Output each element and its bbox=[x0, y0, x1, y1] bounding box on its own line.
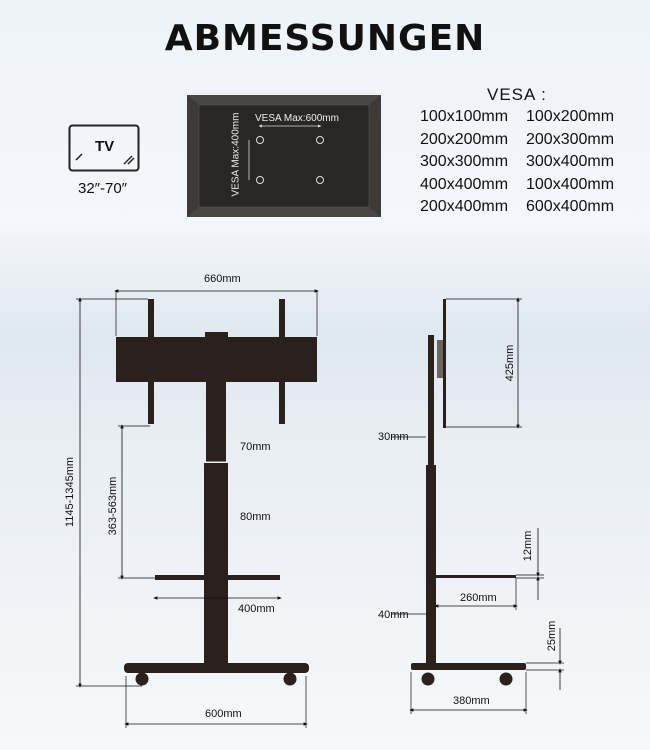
dim-shelf-width: 400mm bbox=[238, 603, 275, 615]
vesa-size: 100x400mm bbox=[526, 175, 615, 193]
mount-plate bbox=[116, 337, 317, 382]
wheel bbox=[136, 673, 149, 686]
dim-width-top: 660mm bbox=[204, 273, 241, 285]
dim-bracket-height: 425mm bbox=[504, 344, 516, 382]
base bbox=[411, 663, 526, 670]
vesa-size: 100x100mm bbox=[420, 108, 509, 125]
dim-height-adjust: 363-563mm bbox=[107, 476, 119, 536]
tv-size-range: 32″-70″ bbox=[78, 180, 127, 197]
dim-column-upper-side: 30mm bbox=[378, 431, 409, 443]
dim-base-thickness: 25mm bbox=[546, 620, 558, 652]
vesa-size: 400x400mm bbox=[420, 175, 509, 193]
wheel bbox=[422, 673, 435, 686]
side-view bbox=[392, 299, 564, 714]
wheel bbox=[284, 673, 297, 686]
vesa-size: 200x200mm bbox=[420, 130, 509, 148]
vesa-max-horizontal-label: VESA Max:600mm bbox=[255, 113, 339, 124]
dim-height-total: 1145-1345mm bbox=[64, 456, 76, 528]
dim-column-lower-side: 40mm bbox=[378, 609, 409, 621]
dim-column-lower: 80mm bbox=[240, 511, 271, 523]
column-upper bbox=[428, 335, 434, 465]
vesa-title: VESA : bbox=[487, 85, 547, 104]
page-title: ABMESSUNGEN bbox=[164, 18, 486, 59]
column-lower bbox=[426, 465, 436, 663]
shelf bbox=[155, 575, 280, 580]
column-upper bbox=[206, 382, 226, 462]
screen-edge bbox=[443, 299, 446, 428]
vesa-size: 300x300mm bbox=[420, 153, 509, 170]
dim-shelf-depth: 260mm bbox=[460, 592, 497, 604]
shelf bbox=[436, 575, 516, 578]
dim-column-upper: 70mm bbox=[240, 441, 271, 453]
vesa-size: 100x200mm bbox=[526, 108, 615, 125]
base bbox=[124, 663, 309, 673]
column-lower bbox=[204, 463, 228, 663]
vesa-size: 200x400mm bbox=[420, 198, 509, 215]
vesa-size: 600x400mm bbox=[526, 198, 615, 215]
wheel bbox=[500, 673, 513, 686]
vesa-size: 200x300mm bbox=[526, 130, 615, 148]
tv-label: TV bbox=[95, 138, 115, 155]
vesa-size: 300x400mm bbox=[526, 153, 615, 170]
dim-base-width: 600mm bbox=[205, 708, 242, 720]
dim-base-depth: 380mm bbox=[453, 695, 490, 707]
vesa-max-vertical-label: VESA Max:400mm bbox=[230, 112, 242, 197]
dim-shelf-thickness: 12mm bbox=[522, 530, 534, 562]
